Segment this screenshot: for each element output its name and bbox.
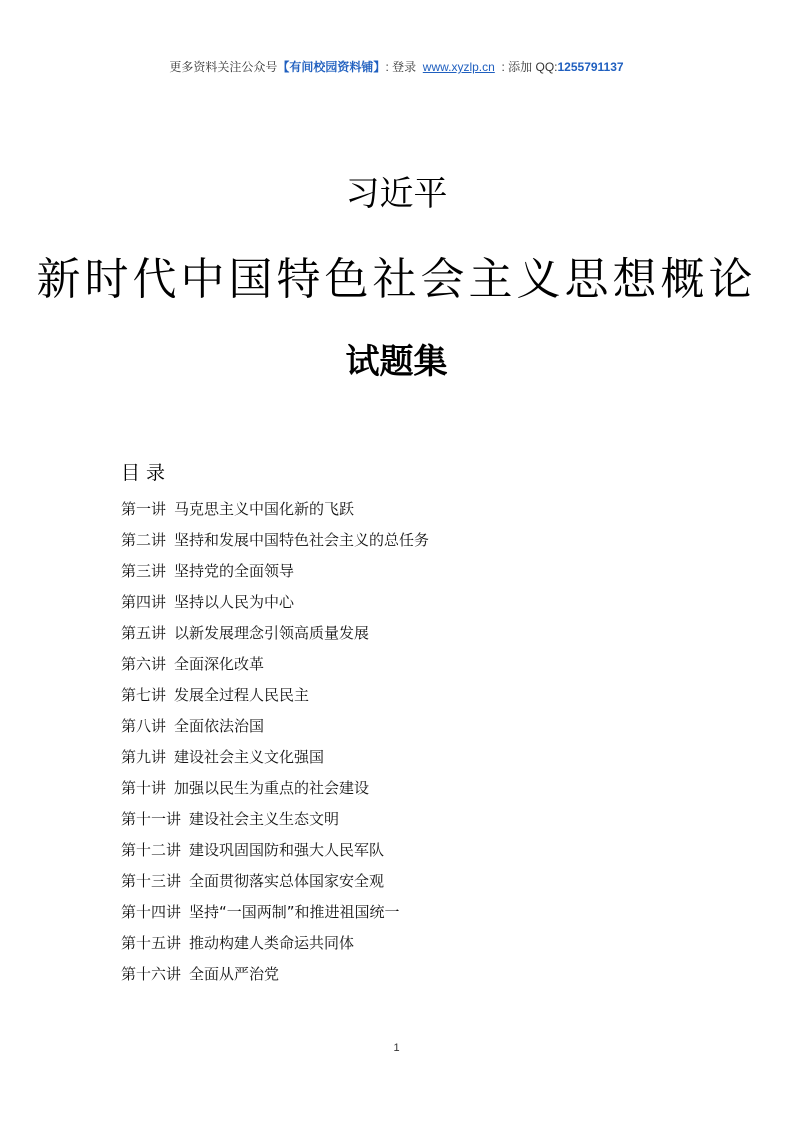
toc-item-lecture: 第十四讲 [121,903,182,921]
toc-item-lecture: 第五讲 [121,624,167,642]
toc-item[interactable] [121,959,429,990]
toc-item-title: 全面从严治党 [189,965,280,983]
toc-item[interactable] [121,835,429,866]
toc-item-lecture: 第九讲 [121,748,167,766]
title-line-1: 习近平 [345,174,448,214]
toc-item[interactable] [121,556,429,587]
toc-item-title: 建设社会主义生态文明 [189,810,340,828]
toc-item-lecture: 第八讲 [121,717,167,735]
header-prefix: 更多资料关注公众号 [169,60,278,74]
toc-item[interactable] [121,587,429,618]
toc-heading: 目录 [121,462,172,484]
toc-item-title: 坚持“一国两制”和推进祖国统一 [189,903,400,921]
toc-item-lecture: 第四讲 [121,593,167,611]
toc-item-lecture: 第十讲 [121,779,167,797]
header-website-link[interactable]: www.xyzlp.cn [422,60,495,74]
toc-item[interactable] [121,897,429,928]
toc-item-lecture: 第十五讲 [121,934,182,952]
toc-item-lecture: 第六讲 [121,655,167,673]
toc-item-lecture: 第一讲 [121,500,167,518]
toc-item-title: 全面贯彻落实总体国家安全观 [189,872,385,890]
toc-item-lecture: 第十三讲 [121,872,182,890]
toc-item-title: 以新发展理念引领高质量发展 [174,624,370,642]
toc-item-lecture: 第二讲 [121,531,167,549]
toc-item-title: 全面依法治国 [174,717,265,735]
toc-item[interactable] [121,711,429,742]
toc-item[interactable] [121,866,429,897]
toc-item-lecture: 第七讲 [121,686,167,704]
toc-item-title: 加强以民生为重点的社会建设 [174,779,370,797]
header-add-text: : 添加 QQ: [501,60,558,74]
toc-item[interactable] [121,804,429,835]
toc-item-title: 推动构建人类命运共同体 [189,934,355,952]
toc-item-lecture: 第十六讲 [121,965,182,983]
toc-item-title: 建设巩固国防和强大人民军队 [189,841,385,859]
toc-item-lecture: 第三讲 [121,562,167,580]
toc-item-title: 发展全过程人民民主 [174,686,310,704]
toc-item[interactable] [121,773,429,804]
toc-item-title: 坚持以人民为中心 [174,593,295,611]
title-line-2: 新时代中国特色社会主义思想概论 [36,254,757,305]
toc-item-title: 马克思主义中国化新的飞跃 [174,500,355,518]
header-brand: 【有间校园资料铺】 [277,60,386,74]
toc-item-lecture: 第十二讲 [121,841,182,859]
toc-item[interactable] [121,525,429,556]
toc-item-title: 坚持党的全面领导 [174,562,295,580]
toc-item[interactable] [121,649,429,680]
toc-item-title: 坚持和发展中国特色社会主义的总任务 [174,531,430,549]
toc-item[interactable] [121,742,429,773]
toc-item-lecture: 第十一讲 [121,810,182,828]
toc-item[interactable] [121,618,429,649]
toc-item[interactable] [121,928,429,959]
page-number: 1 [393,1042,400,1054]
toc-item[interactable] [121,494,429,525]
title-line-3: 试题集 [345,342,448,382]
header-qq-number: 1255791137 [557,60,624,74]
header-login-text: : 登录 [385,60,417,74]
toc-item-title: 建设社会主义文化强国 [174,748,325,766]
page-header [0,58,793,75]
toc-item-title: 全面深化改革 [174,655,265,673]
toc-item[interactable] [121,680,429,711]
table-of-contents [121,494,429,990]
